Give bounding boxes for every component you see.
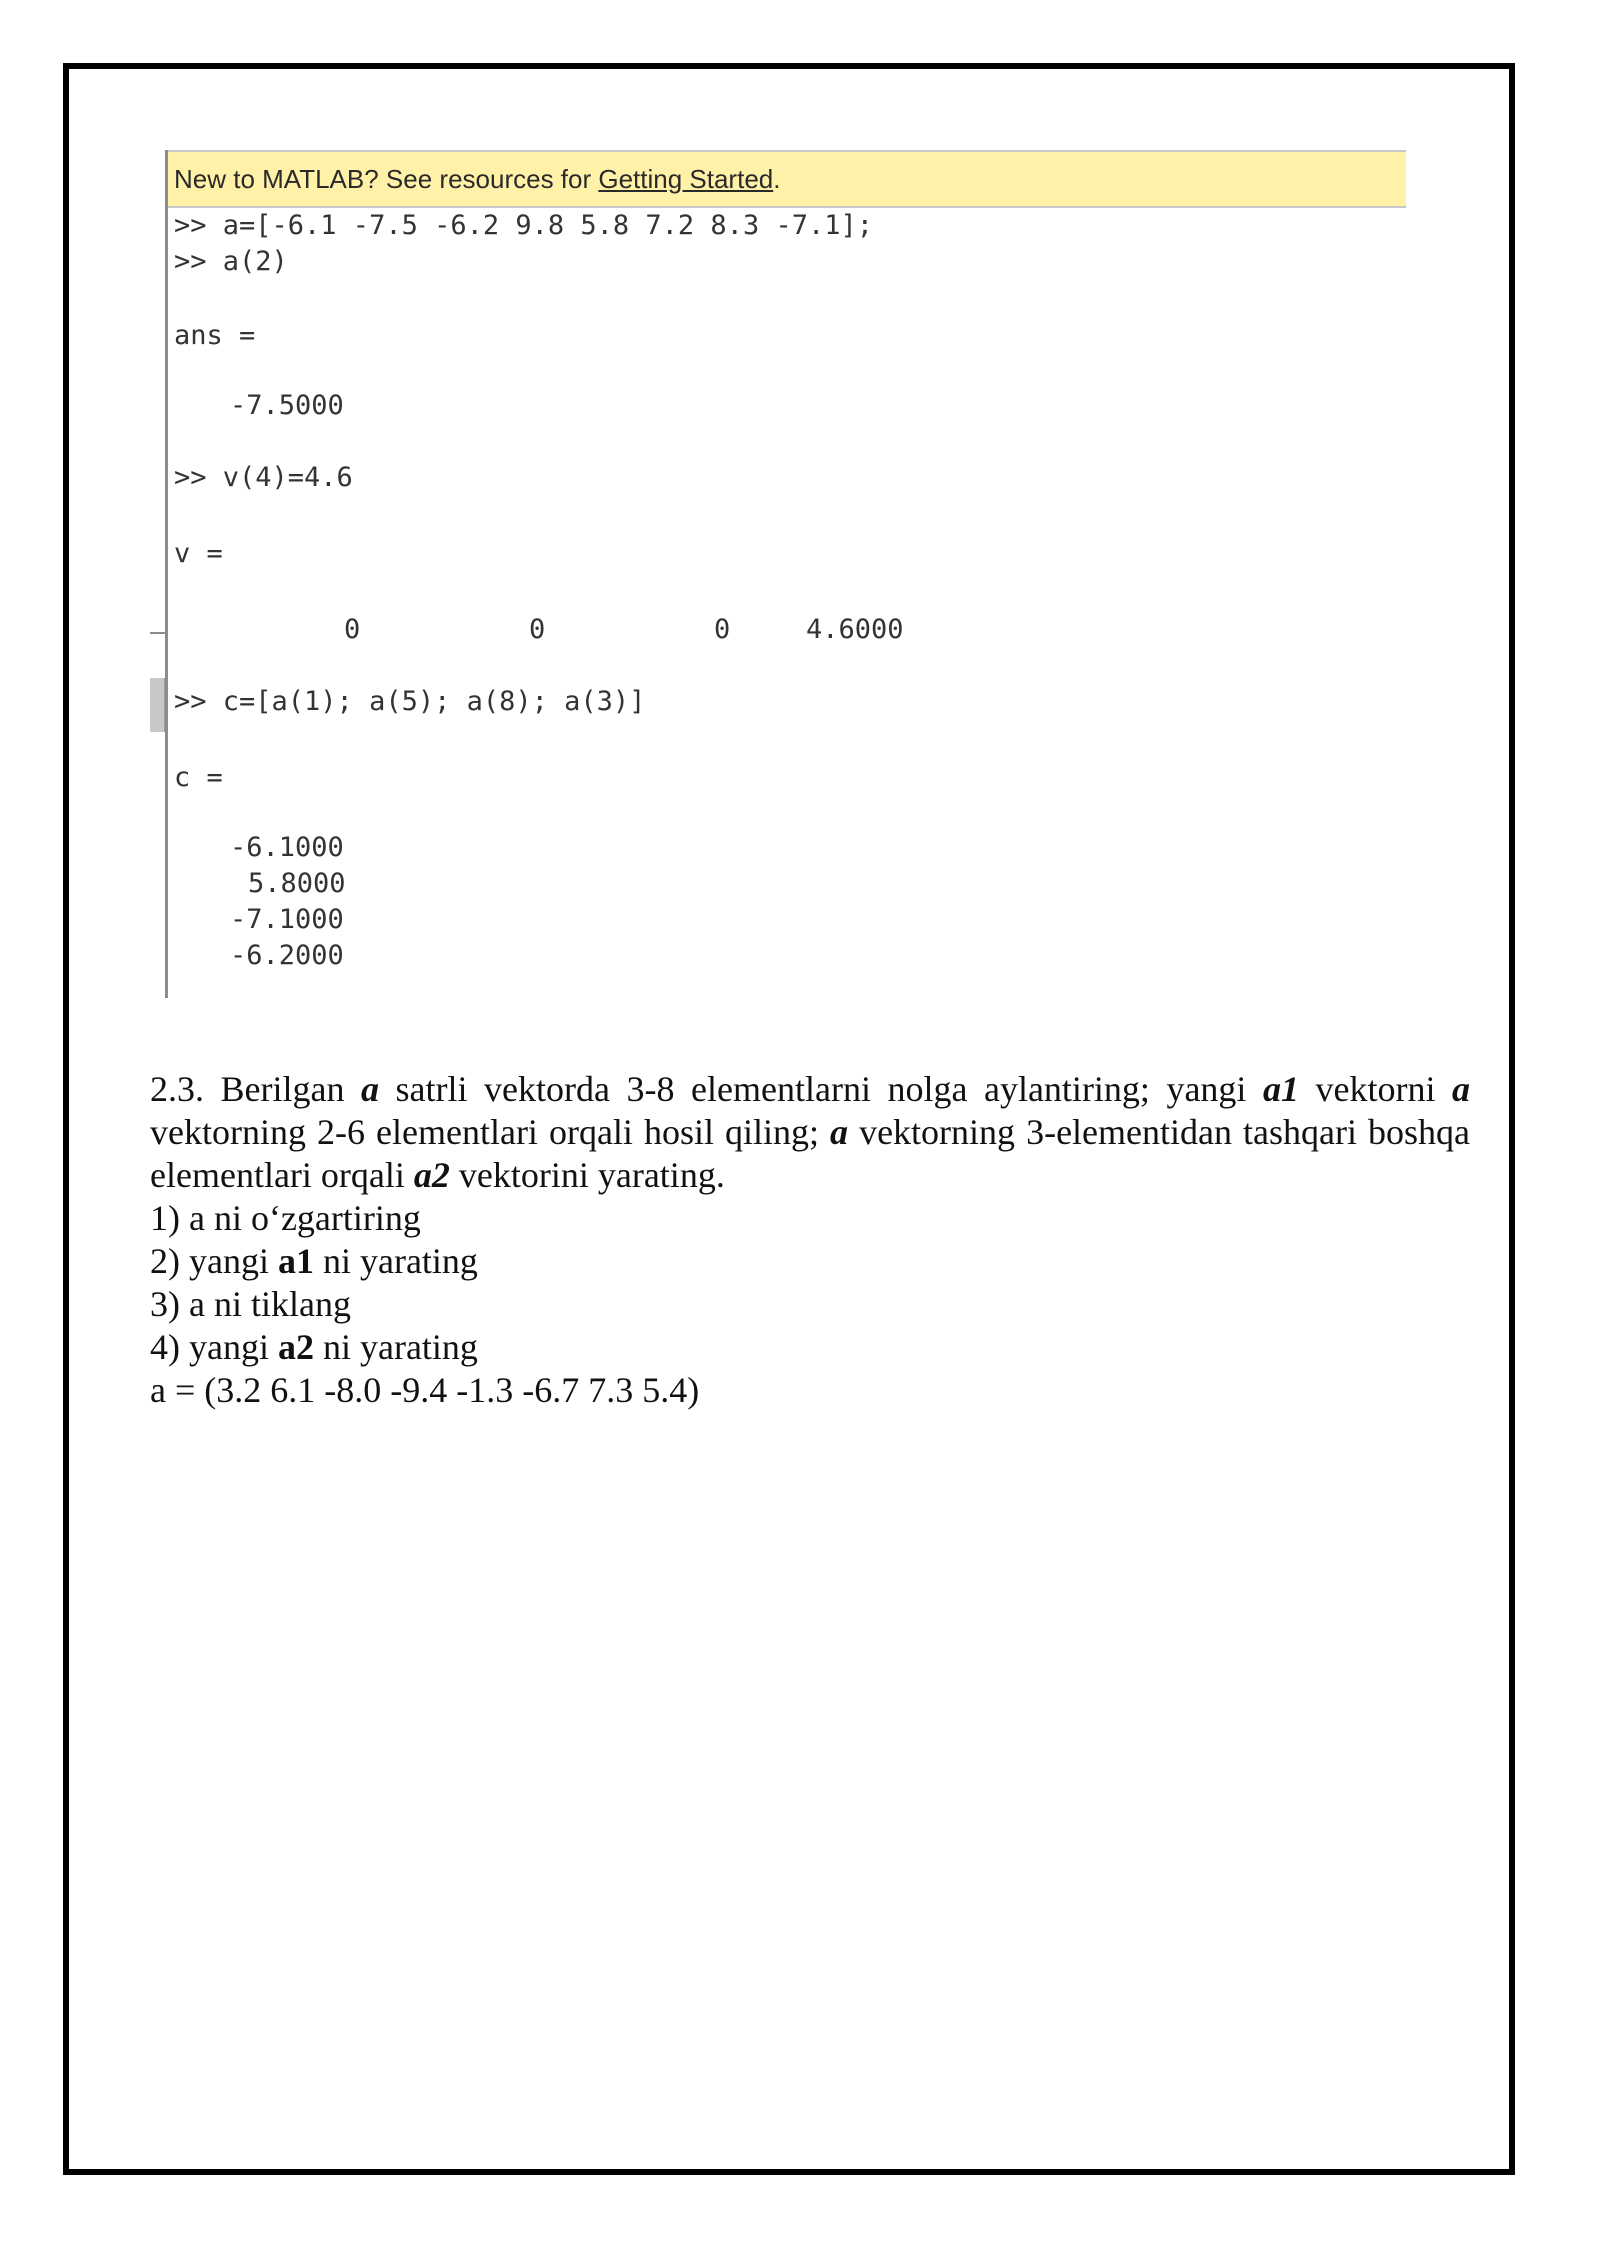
task-text: vektorning 2-6 elementlari orqali hosil qiling;: [150, 1112, 831, 1152]
scrollbar-thumb: [150, 678, 165, 732]
c-label: c =: [174, 762, 223, 793]
v-value: 0: [344, 614, 361, 645]
scroll-mark: [150, 632, 165, 634]
v-label: v =: [174, 538, 223, 569]
c-value: -6.1000: [230, 832, 344, 863]
vector-name: a: [361, 1069, 380, 1109]
vector-name: a: [1452, 1069, 1470, 1109]
v-value: 4.6000: [806, 614, 904, 645]
task-text: vektorning 3-elementidan tashqari boshqa elementlari orqali: [150, 1112, 1470, 1195]
step-text: 4) yangi: [150, 1327, 278, 1367]
c-value: -7.1000: [230, 904, 344, 935]
command-line-v: >> v(4)=4.6: [174, 462, 353, 493]
v-value: 0: [529, 614, 546, 645]
vector-name: a: [830, 1112, 849, 1152]
window-left-border: [165, 150, 168, 998]
ans-value: -7.5000: [230, 390, 344, 421]
step-3: 3) a ni tiklang: [150, 1284, 351, 1324]
vector-name: a1: [1262, 1069, 1299, 1109]
step-1: 1) a ni o‘zgartiring: [150, 1198, 421, 1238]
task-description: [150, 1068, 1470, 1197]
task-text: vektorini yarating.: [449, 1155, 725, 1195]
command-line-a: >> a=[-6.1 -7.5 -6.2 9.8 5.8 7.2 8.3 -7.1];: [174, 210, 873, 241]
v-value: 0: [714, 614, 731, 645]
banner-period: .: [773, 164, 781, 194]
vector-name: a2: [277, 1327, 314, 1367]
matlab-command-window-screenshot: [150, 150, 1406, 998]
command-line-a2: >> a(2): [174, 246, 288, 277]
step-text: ni yarating: [313, 1327, 478, 1367]
task-text: 2.3. Berilgan: [150, 1069, 362, 1109]
ans-label: ans =: [174, 320, 256, 351]
c-value: -6.2000: [230, 940, 344, 971]
task-text: satrli vektorda 3-8 elementlarni nolga aylantiring; yangi: [379, 1069, 1263, 1109]
command-line-c: >> c=[a(1); a(5); a(8); a(3)]: [174, 686, 646, 717]
getting-started-link[interactable]: Getting Started: [598, 164, 774, 194]
command-window[interactable]: [174, 208, 1394, 998]
vector-values: a = (3.2 6.1 -8.0 -9.4 -1.3 -6.7 7.3 5.4): [150, 1370, 700, 1410]
vector-name: a2: [413, 1155, 450, 1195]
step-text: 2) yangi: [150, 1241, 278, 1281]
banner-text: New to MATLAB? See resources for: [174, 164, 599, 194]
c-value: 5.8000: [248, 868, 346, 899]
task-text: vektorni: [1298, 1069, 1452, 1109]
getting-started-banner: [168, 150, 1406, 208]
step-text: ni yarating: [313, 1241, 478, 1281]
step-2: [150, 1240, 1470, 1283]
task-section: [150, 1068, 1470, 1412]
vector-name: a1: [277, 1241, 314, 1281]
step-4: [150, 1326, 1470, 1369]
